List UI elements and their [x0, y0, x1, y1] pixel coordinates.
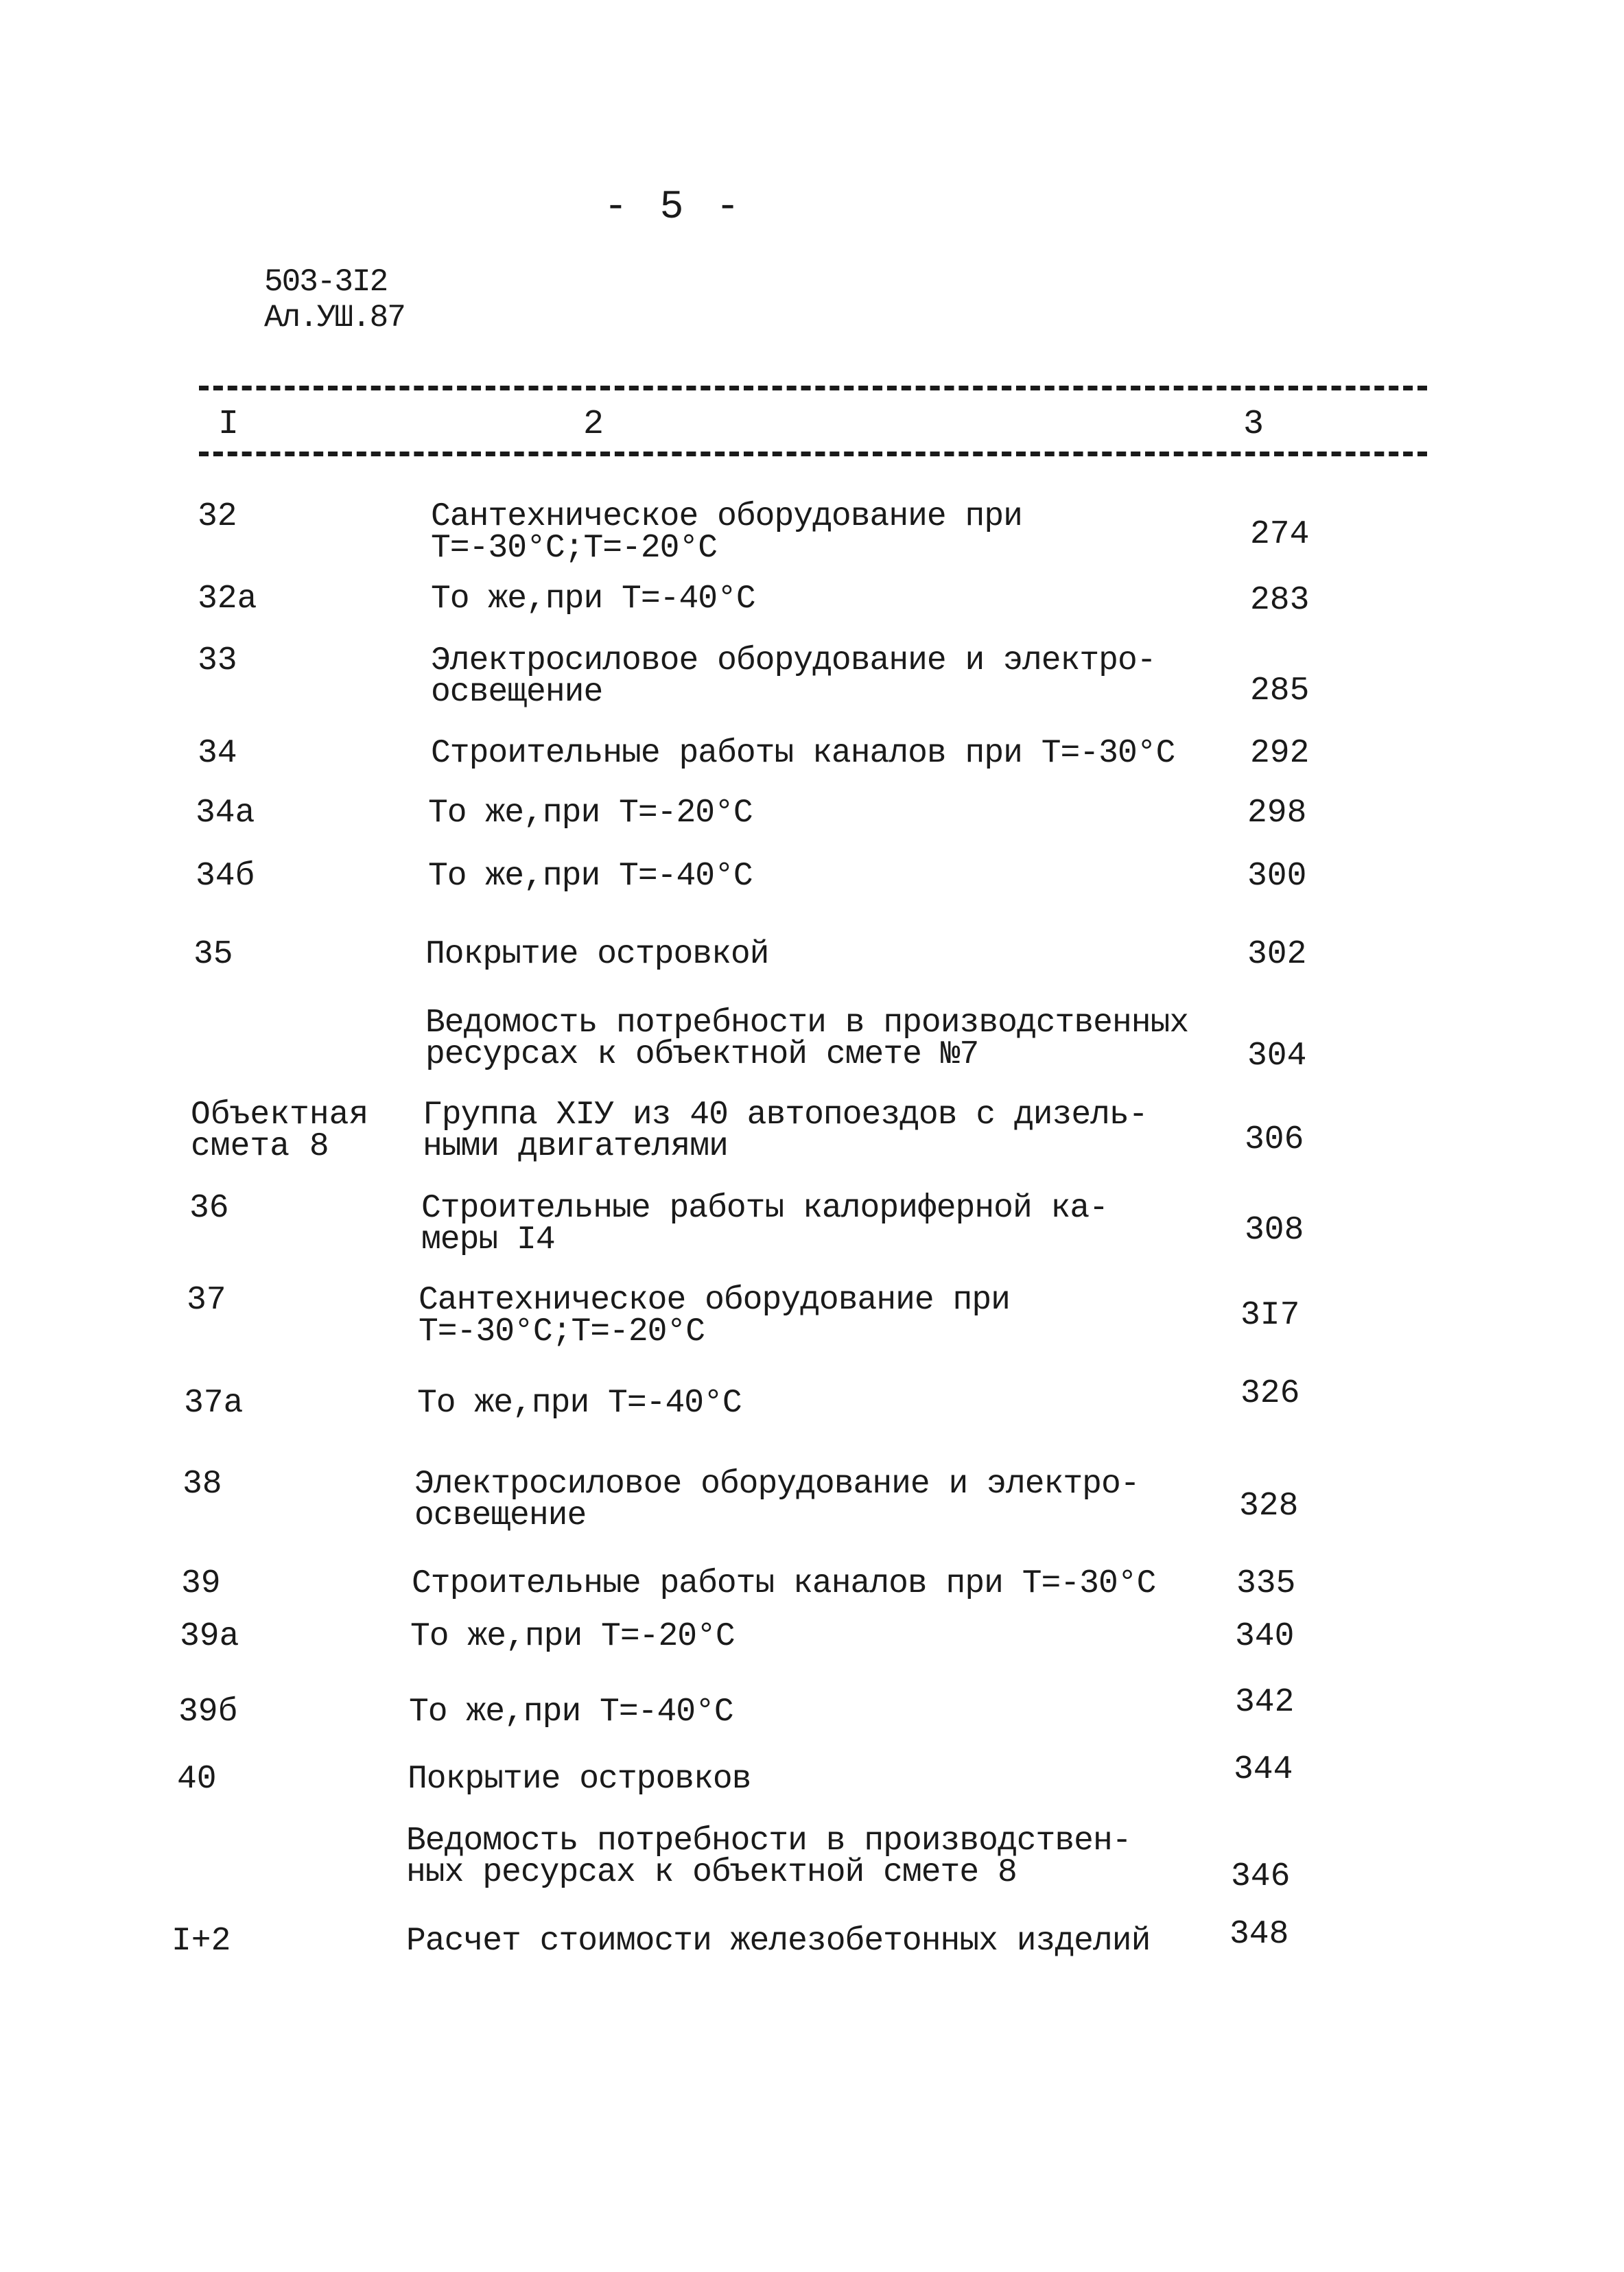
row-number: 36: [189, 1190, 229, 1227]
row-page: 285: [1250, 672, 1310, 710]
row-number: 35: [193, 936, 233, 973]
page-number: - 5 -: [604, 185, 744, 230]
row-page: 340: [1235, 1618, 1295, 1655]
row-number: Объектная смета 8: [191, 1097, 369, 1165]
row-page: 326: [1240, 1375, 1300, 1412]
row-page: 346: [1231, 1858, 1291, 1895]
row-title: Ведомость потребности в производственных ресурсах к объектной смете №7: [425, 1005, 1189, 1073]
row-number: 38: [183, 1466, 222, 1503]
row-title: Сантехническое оборудование при Т=-30°С;Т=-20°С: [431, 498, 1022, 567]
row-title: Покрытие островков: [408, 1761, 751, 1798]
row-number: 32: [198, 498, 237, 535]
row-page: 335: [1236, 1565, 1296, 1602]
row-page: 306: [1245, 1121, 1304, 1158]
row-page: 302: [1247, 936, 1307, 973]
row-number: 32а: [198, 581, 257, 618]
row-number: 37: [187, 1282, 226, 1319]
row-number: 34б: [196, 858, 255, 895]
row-title: То же,при Т=-20°С: [428, 795, 753, 832]
table-header-top-rule: [199, 386, 1427, 390]
row-title: Электросиловое оборудование и электро- освещение: [414, 1466, 1140, 1534]
row-title: То же,при Т=-40°С: [428, 858, 753, 895]
row-page: 283: [1250, 582, 1310, 619]
row-number: 37а: [184, 1385, 244, 1422]
row-title: То же,при Т=-40°С: [417, 1385, 742, 1422]
row-number: 34: [198, 735, 237, 772]
row-number: 39: [181, 1565, 221, 1602]
row-page: 328: [1239, 1488, 1299, 1525]
row-title: Ведомость потребности в производствен- ных ресурсах к объектной смете 8: [406, 1823, 1131, 1891]
row-page: 300: [1247, 858, 1307, 895]
table-header-bottom-rule: [199, 452, 1427, 456]
row-title: Сантехническое оборудование при Т=-30°С;Т=-20°С: [419, 1282, 1010, 1350]
row-title: То же,при Т=-20°С: [410, 1618, 735, 1655]
row-page: 292: [1250, 735, 1310, 772]
row-title: Строительные работы каналов при Т=-30°С: [412, 1565, 1156, 1602]
row-page: 3I7: [1240, 1297, 1300, 1334]
row-page: 344: [1234, 1751, 1293, 1788]
row-title: Строительные работы калориферной ка- меры I4: [421, 1190, 1108, 1258]
row-number: 34а: [196, 795, 255, 832]
row-title: Электросиловое оборудование и электро- освещение: [431, 642, 1156, 711]
row-number: 40: [177, 1761, 217, 1798]
document-code-line-1: 503-3I2: [264, 264, 388, 300]
row-number: I+2: [172, 1923, 231, 1960]
row-title: Группа XIУ из 40 автопоездов с дизель- ными двигателями: [423, 1097, 1148, 1165]
row-number: 39б: [178, 1694, 238, 1731]
row-number: 39а: [180, 1618, 239, 1655]
row-title: То же,при Т=-40°С: [409, 1694, 733, 1731]
row-page: 342: [1235, 1684, 1295, 1721]
column-header-2: 2: [583, 405, 604, 444]
column-header-3: 3: [1243, 405, 1264, 444]
row-number: 33: [198, 642, 237, 679]
row-title: Строительные работы каналов при Т=-30°С: [431, 735, 1175, 772]
row-page: 304: [1247, 1038, 1307, 1075]
row-title: Расчет стоимости железобетонных изделий: [406, 1923, 1151, 1960]
document-code-line-2: Ал.УШ.87: [264, 300, 405, 336]
row-page: 274: [1250, 516, 1310, 553]
column-header-1: I: [218, 405, 239, 444]
row-page: 308: [1245, 1212, 1304, 1249]
document-code: [264, 264, 405, 336]
row-page: 298: [1247, 795, 1307, 832]
row-page: 348: [1229, 1916, 1289, 1953]
row-title: Покрытие островкой: [425, 936, 769, 973]
row-title: То же,при Т=-40°С: [431, 581, 755, 618]
